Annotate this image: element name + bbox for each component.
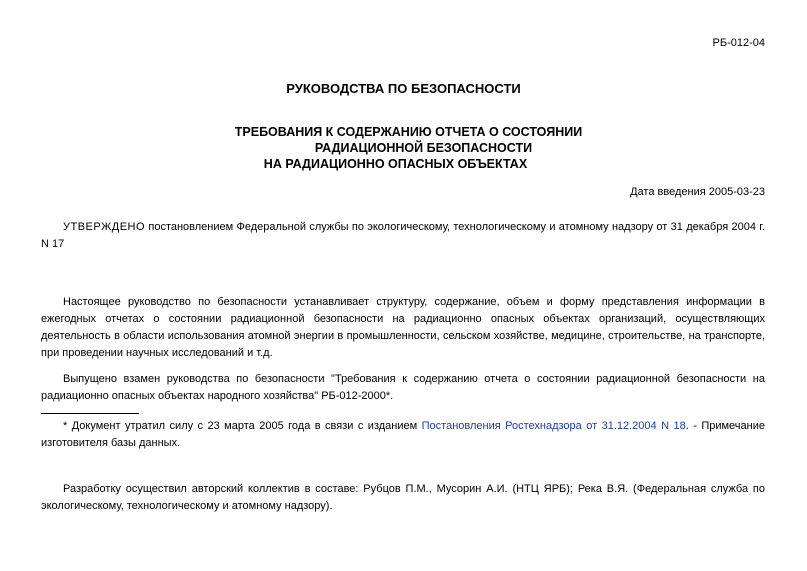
approval-text: постановлением Федеральной службы по экологическому, технологическому и атомному надзору от 31 декабря 2004 г. N 17 bbox=[41, 221, 765, 250]
authors-paragraph: Разработку осуществил авторский коллектив в составе: Рубцов П.М., Мусорин А.И. (НТЦ ЯРБ); Река В.Я. (Федеральная служба по экологическому, технологическому и атомному надзору). bbox=[41, 483, 765, 512]
approved-word: УТВЕРЖДЕНО bbox=[63, 221, 146, 233]
introduction-date: Дата введения 2005-03-23 bbox=[630, 186, 765, 198]
document-code: РБ-012-04 bbox=[712, 37, 765, 49]
approval-paragraph bbox=[41, 219, 765, 253]
resolution-link[interactable]: Постановления Ростехнадзора от 31.12.2004 N 18 bbox=[421, 420, 686, 432]
subtitle-line-3: НА РАДИАЦИОННО ОПАСНЫХ ОБЪЕКТАХ bbox=[263, 157, 528, 171]
footnote-paragraph bbox=[41, 418, 765, 452]
document-title: РУКОВОДСТВА ПО БЕЗОПАСНОСТИ bbox=[286, 81, 521, 96]
footnote-text-before: * Документ утратил силу с 23 марта 2005 года в связи с изданием bbox=[63, 420, 422, 432]
footnote-text-after: . - Примечание изготовителя базы данных. bbox=[41, 420, 765, 449]
document-subtitle bbox=[0, 124, 807, 172]
replaces-paragraph: Выпущено взамен руководства по безопасности "Требования к содержанию отчета о состоянии радиационной безопасности на радиационно опасных объектах народного хозяйства" РБ-012-2000*. bbox=[41, 373, 765, 402]
subtitle-line-2: РАДИАЦИОННОЙ БЕЗОПАСНОСТИ bbox=[314, 141, 533, 155]
scope-paragraph: Настоящее руководство по безопасности устанавливает структуру, содержание, объем и форму представления информации в ежегодных отчетах о состоянии радиационной безопасности на радиационно опасных объектах организаций, осуществляющих деятельность в области использования атомной энергии в промышленности, сельском хозяйстве, медицине, строительстве, на транспорте, при проведении научных исследований и т.д. bbox=[41, 296, 765, 359]
footnote-divider bbox=[41, 413, 139, 414]
subtitle-line-1: ТРЕБОВАНИЯ К СОДЕРЖАНИЮ ОТЧЕТА О СОСТОЯНИИ bbox=[234, 125, 583, 139]
